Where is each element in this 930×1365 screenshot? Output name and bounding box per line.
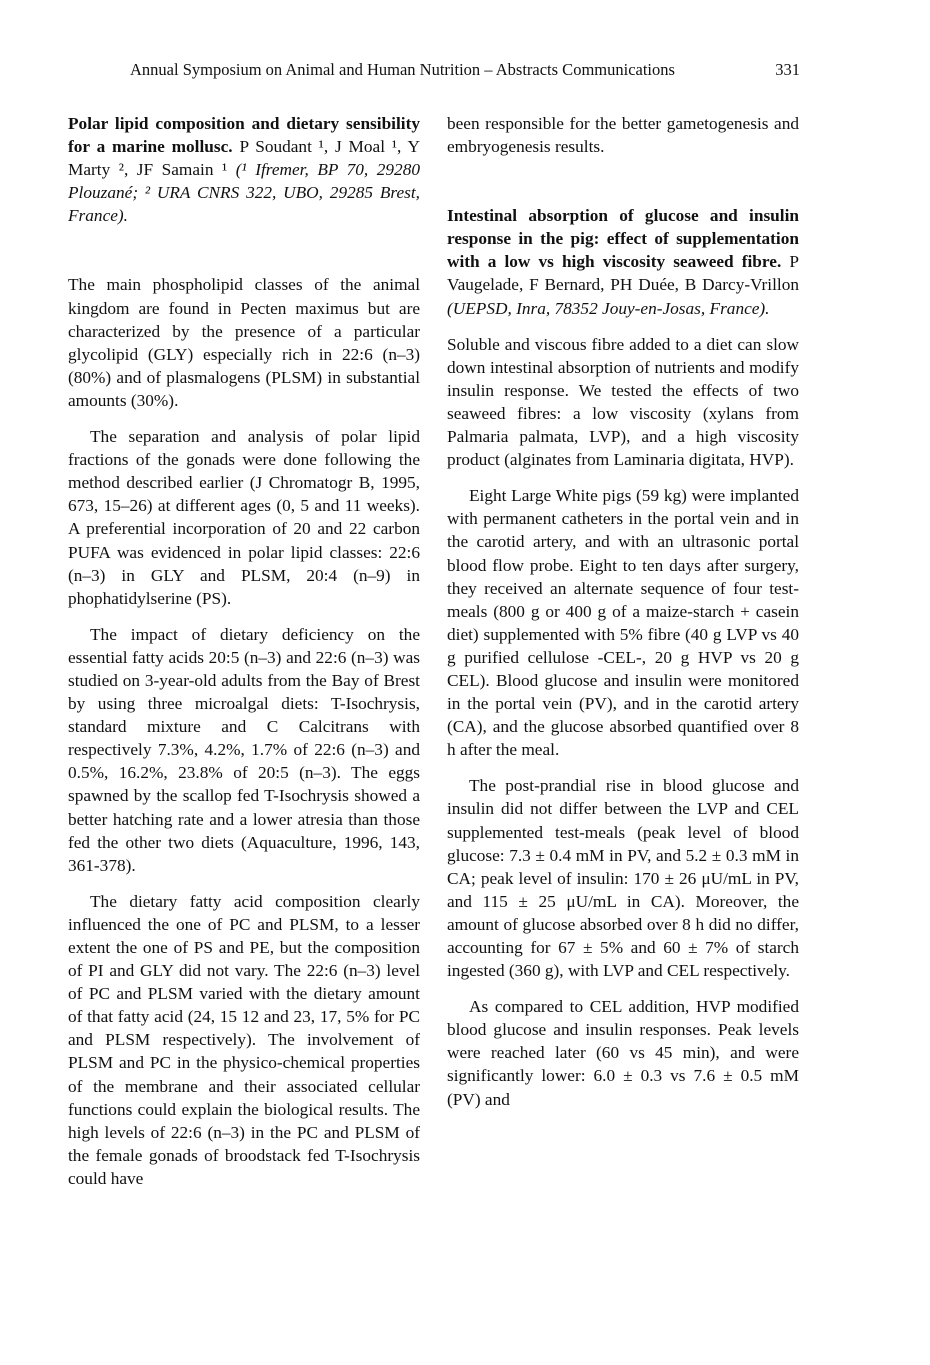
paragraph: The dietary fatty acid composition clearly influenced the one of PC and PLSM, to a lesser extent the one of PS and PE, but the composition of PI and GLY did not vary. The 22:6 (n–3) level of PC and PLSM varied with the dietary amount of that fatty acid (24, 15 12 and 23, 17, 5% for PC and PLSM respectively). The involvement of PLSM and PC in the physico-chemical properties of the membrane and their associated cellular functions could explain the biological results. The high levels of 22:6 (n–3) in the PC and PLSM of the female gonads of broodstack fed T-Isochrysis could have bbox=[68, 891, 420, 1188]
paragraph: The impact of dietary deficiency on the essential fatty acids 20:5 (n–3) and 22:6 (n–3) was studied on 3-year-old adults from the Bay of Brest by using three microalgal diets: T-Isochrysis, standard mixture and C Calcitrans with respectively 7.3%, 4.2%, 1.7% of 22:6 (n–3) and 0.5%, 16.2%, 23.8% of 20:5 (n–3). The eggs spawned by the scallop fed T-Isochrysis showed a better hatching rate and a lower atresia than those fed the other two diets (Aquaculture, 1996, 143, 361-378). bbox=[68, 624, 420, 875]
running-header bbox=[130, 60, 800, 82]
abstract-affiliation: (UEPSD, Inra, 78352 Jouy-en-Josas, France). bbox=[447, 298, 770, 318]
journal-running-title: Annual Symposium on Animal and Human Nutrition – Abstracts Communications bbox=[130, 60, 675, 79]
abstract-heading-polar-lipid bbox=[68, 112, 420, 227]
paragraph: Eight Large White pigs (59 kg) were implanted with permanent catheters in the portal vein and in the carotid artery, and with an ultrasonic portal blood flow probe. Eight to ten days after surgery, they received an alternate sequence of four test-meals (800 g or 400 g of a maize-starch + casein diet) supplemented with 5% fibre (40 g LVP vs 40 g purified cellulose -CEL-, 20 g HVP vs 20 g CEL). Blood glucose and insulin were monitored in the portal vein (PV), and in the carotid artery (CA), and the glucose absorbed quantified over 8 h after the meal. bbox=[447, 486, 799, 760]
paragraph: As compared to CEL addition, HVP modified blood glucose and insulin responses. Peak levels were reached later (60 vs 45 min), and were significantly lower: 6.0 ± 0.3 vs 7.6 ± 0.5 mM (PV) and bbox=[447, 997, 799, 1109]
abstract-authors: P Vaugelade, F Bernard, PH Duée, B Darcy-Vrillon bbox=[447, 252, 799, 295]
paragraph-continuation: been responsible for the better gametogenesis and embryogenesis results. bbox=[447, 114, 799, 157]
paragraph: The main phospholipid classes of the animal kingdom are found in Pecten maximus but are characterized by the presence of a particular glycolipid (GLY) especially rich in 22:6 (n–3) (80%) and of plasmalogens (PLSM) in substantial amounts (30%). bbox=[68, 275, 420, 410]
paragraph: The separation and analysis of polar lipid fractions of the gonads were done following the method described earlier (J Chromatogr B, 1995, 673, 15–26) at different ages (0, 5 and 11 weeks). A preferential incorporation of 20 and 22 carbon PUFA was evidenced in polar lipid classes: 22:6 (n–3) in GLY and PLSM, 20:4 (n–9) in phophatidylserine (PS). bbox=[68, 427, 420, 608]
abstract-authors: P Soudant ¹, J Moal ¹, Y Marty ², JF Samain ¹ bbox=[68, 137, 420, 180]
abstract-title: Polar lipid composition and dietary sensibility for a marine mollusc. bbox=[68, 114, 420, 157]
abstract-heading-intestinal-absorption bbox=[447, 204, 799, 319]
page-number: 331 bbox=[775, 60, 800, 79]
left-column bbox=[68, 112, 420, 1190]
paragraph: The post-prandial rise in blood glucose and insulin did not differ between the LVP and CEL supplemented test-meals (peak level of blood glucose: 7.3 ± 0.4 mM in PV, and 5.2 ± 0.3 mM in CA; peak level of insulin: 170 ± 26 μU/mL in PV, and 115 ± 25 μU/mL in CA). Moreover, the amount of glucose absorbed over 8 h did no differ, accounting for 67 ± 5% and 60 ± 7% of starch ingested (360 g), with LVP and CEL respectively. bbox=[447, 776, 799, 981]
abstract-affiliation: (¹ Ifremer, BP 70, 29280 Plouzané; ² URA CNRS 322, UBO, 29285 Brest, France). bbox=[68, 160, 420, 226]
abstract-title: Intestinal absorption of glucose and insulin response in the pig: effect of supplementation with a low vs high viscosity seaweed fibre. bbox=[447, 206, 799, 272]
paragraph: Soluble and viscous fibre added to a diet can slow down intestinal absorption of nutrients and modify insulin response. We tested the effects of two seaweed fibres: a low viscosity (xylans from Palmaria palmata, LVP), and a high viscosity product (alginates from Laminaria digitata, HVP). bbox=[447, 334, 799, 470]
right-column bbox=[447, 112, 799, 1111]
